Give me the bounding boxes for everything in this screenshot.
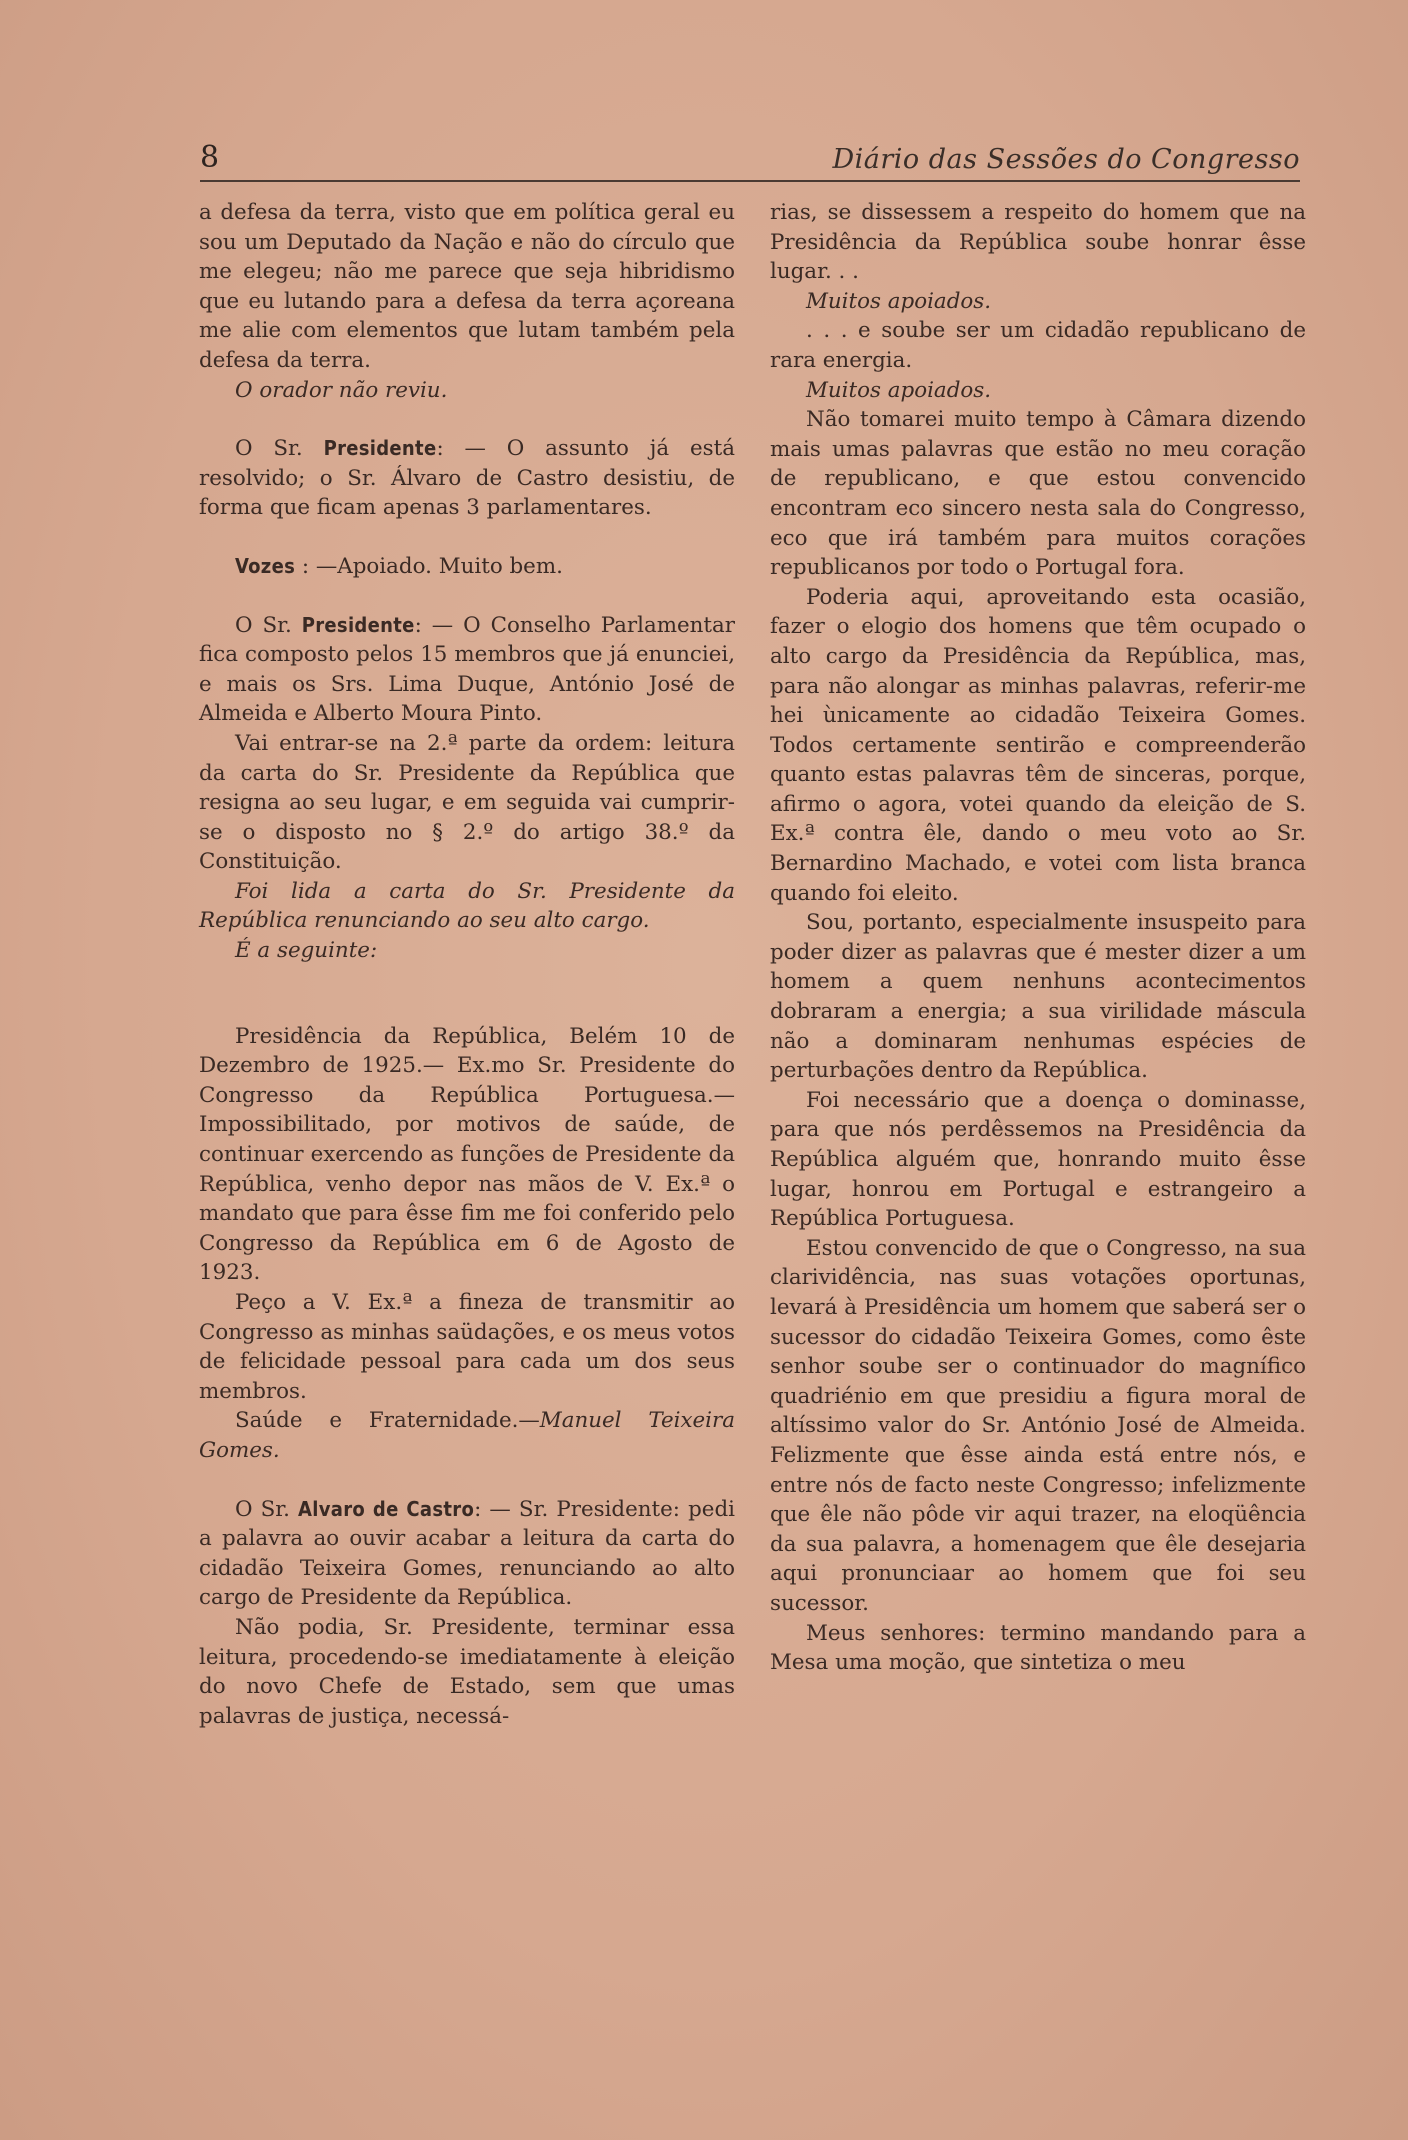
speech-paragraph [199, 611, 735, 729]
paragraph: a defesa da terra, visto que em política geral eu sou um Deputado da Nação e não do círculo que me elegeu; não me parece que seja hibridismo que eu lutando para a defesa da terra açoreana me alie com elementos que lutam também pela defesa da terra. [199, 200, 735, 373]
paragraph: Poderia aqui, aproveitando esta ocasião, fazer o elogio dos homens que têm ocupado o alto cargo da Presidência da República, mas, para não alongar as minhas palavras, referir-me hei ùnicamente ao cidadão Teixeira Gomes. Todos certamente sentirão e compreenderão quanto estas palavras têm de sinceras, porque, afirmo o agora, votei quando da eleição de S. Ex.ª contra êle, dando o meu voto ao Sr. Bernardino Machado, e votei com lista branca quando foi eleito. [770, 584, 1306, 906]
paragraph: Presidência da República, Belém 10 de Dezembro de 1925.— Ex.mo Sr. Presidente do Congresso da República Portuguesa.— Impossibilitado, por motivos de saúde, de continuar exercendo as funções de Presidente da República, venho depor nas mãos de V. Ex.ª o mandato que para êsse fim me foi conferido pelo Congresso da República em 6 de Agosto de 1923. [199, 1023, 735, 1286]
spacer [199, 1466, 735, 1495]
speaker-name: Alvaro de Castro [298, 1496, 475, 1521]
paragraph: Foi necessário que a doença o dominasse, para que nós perdêssemos na Presidência da República alguém que, honrando muito êsse lugar, honrou em Portugal e estrangeiro a República Portuguesa. [770, 1087, 1306, 1232]
stage-direction: O orador não reviu. [235, 377, 448, 403]
spacer [199, 582, 735, 611]
paragraph: Estou convencido de que o Congresso, na sua clarividência, nas suas votações oportunas, levará à Presidência um homem que saberá ser o sucessor do cidadão Teixeira Gomes, como êste senhor soube ser o continuador do magnífico quadriénio em que presidiu a figura moral de altíssimo valor do Sr. António José de Almeida. Felizmente que êsse ainda está entre nós, e entre nós de facto neste Congresso; infelizmente que êle não pôde vir aqui trazer, na eloqüência da sua palavra, a homenagem que êle desejaria aqui pronunciaar ao homem que foi seu sucessor. [770, 1235, 1306, 1616]
speech-prefix: O Sr. [235, 612, 302, 638]
speaker-name: Vozes [235, 553, 296, 578]
left-column [199, 198, 735, 1731]
paragraph: Não tomarei muito tempo à Câmara dizendo mais umas palavras que estão no meu coração de republicano, e que estou convencido encontram eco sincero nesta sala do Congresso, eco que irá também para muitos corações republicanos por todo o Portugal fora. [770, 407, 1306, 581]
speech-paragraph [199, 552, 735, 582]
paragraph: Vai entrar-se na 2.ª parte da ordem: leitura da carta do Sr. Presidente da República que resigna ao seu lugar, e em seguida vai cumprir-se o disposto no § 2.º do artigo 38.º da Constituição. [199, 730, 735, 875]
signature: Manuel Teixeira Gomes. [199, 1408, 735, 1463]
letter-closing [199, 1406, 735, 1465]
closing-text: Saúde e Fraternidade.— [235, 1408, 540, 1434]
running-title: Diário das Sessões do Congresso [832, 144, 1300, 175]
speech-prefix: O Sr. [235, 436, 324, 462]
speaker-name: Presidente [323, 436, 437, 461]
paragraph: . . . e soube ser um cidadão republicano de rara energia. [770, 318, 1306, 373]
speech-text: : — Sr. Presidente: pedi a palavra ao ouvir acabar a leitura da carta do cidadão Teixeira Gomes, renunciando ao alto cargo de Presidente da República. [199, 1496, 735, 1611]
page-number: 8 [200, 140, 220, 175]
stage-direction: É a seguinte: [235, 938, 378, 964]
header-rule [200, 180, 1300, 182]
speech-text: : — O assunto já está resolvido; o Sr. Álvaro de Castro desistiu, de forma que ficam apenas 3 parlamentares. [199, 436, 735, 521]
spacer [199, 405, 735, 434]
speech-paragraph [199, 434, 735, 523]
paragraph: Não podia, Sr. Presidente, terminar essa leitura, procedendo-se imediatamente à eleição do novo Chefe de Estado, sem que umas palavras de justiça, necessá- [199, 1614, 735, 1729]
stage-direction: Muitos apoiados. [806, 377, 992, 403]
speech-text: : — O Conselho Parlamentar fica composto pelos 15 membros que já enunciei, e mais os Srs. Lima Duque, António José de Almeida e Alberto Moura Pinto. [199, 612, 735, 727]
spacer [199, 523, 735, 552]
paragraph: rias, se dissessem a respeito do homem que na Presidência da República soube honrar êsse lugar. . . [770, 200, 1306, 285]
right-column [770, 198, 1306, 1678]
paragraph: Meus senhores: termino mandando para a Mesa uma moção, que sintetiza o meu [770, 1620, 1306, 1676]
stage-direction: Foi lida a carta do Sr. Presidente da República renunciando ao seu alto cargo. [199, 878, 735, 934]
speech-paragraph [199, 1495, 735, 1613]
stage-direction: Muitos apoiados. [806, 288, 992, 314]
spacer [199, 966, 735, 1022]
speech-text: : —Apoiado. Muito bem. [295, 553, 563, 579]
paragraph: Peço a V. Ex.ª a fineza de transmitir ao Congresso as minhas saüdações, e os meus votos de felicidade pessoal para cada um dos seus membros. [199, 1290, 735, 1404]
speech-prefix: O Sr. [235, 1496, 299, 1522]
paragraph: Sou, portanto, especialmente insuspeito para poder dizer as palavras que é mester dizer a um homem a quem nenhuns acontecimentos dobraram a energia; a sua virilidade máscula não a dominaram nenhumas espécies de perturbações dentro da República. [770, 910, 1306, 1084]
speaker-name: Presidente [301, 612, 415, 637]
